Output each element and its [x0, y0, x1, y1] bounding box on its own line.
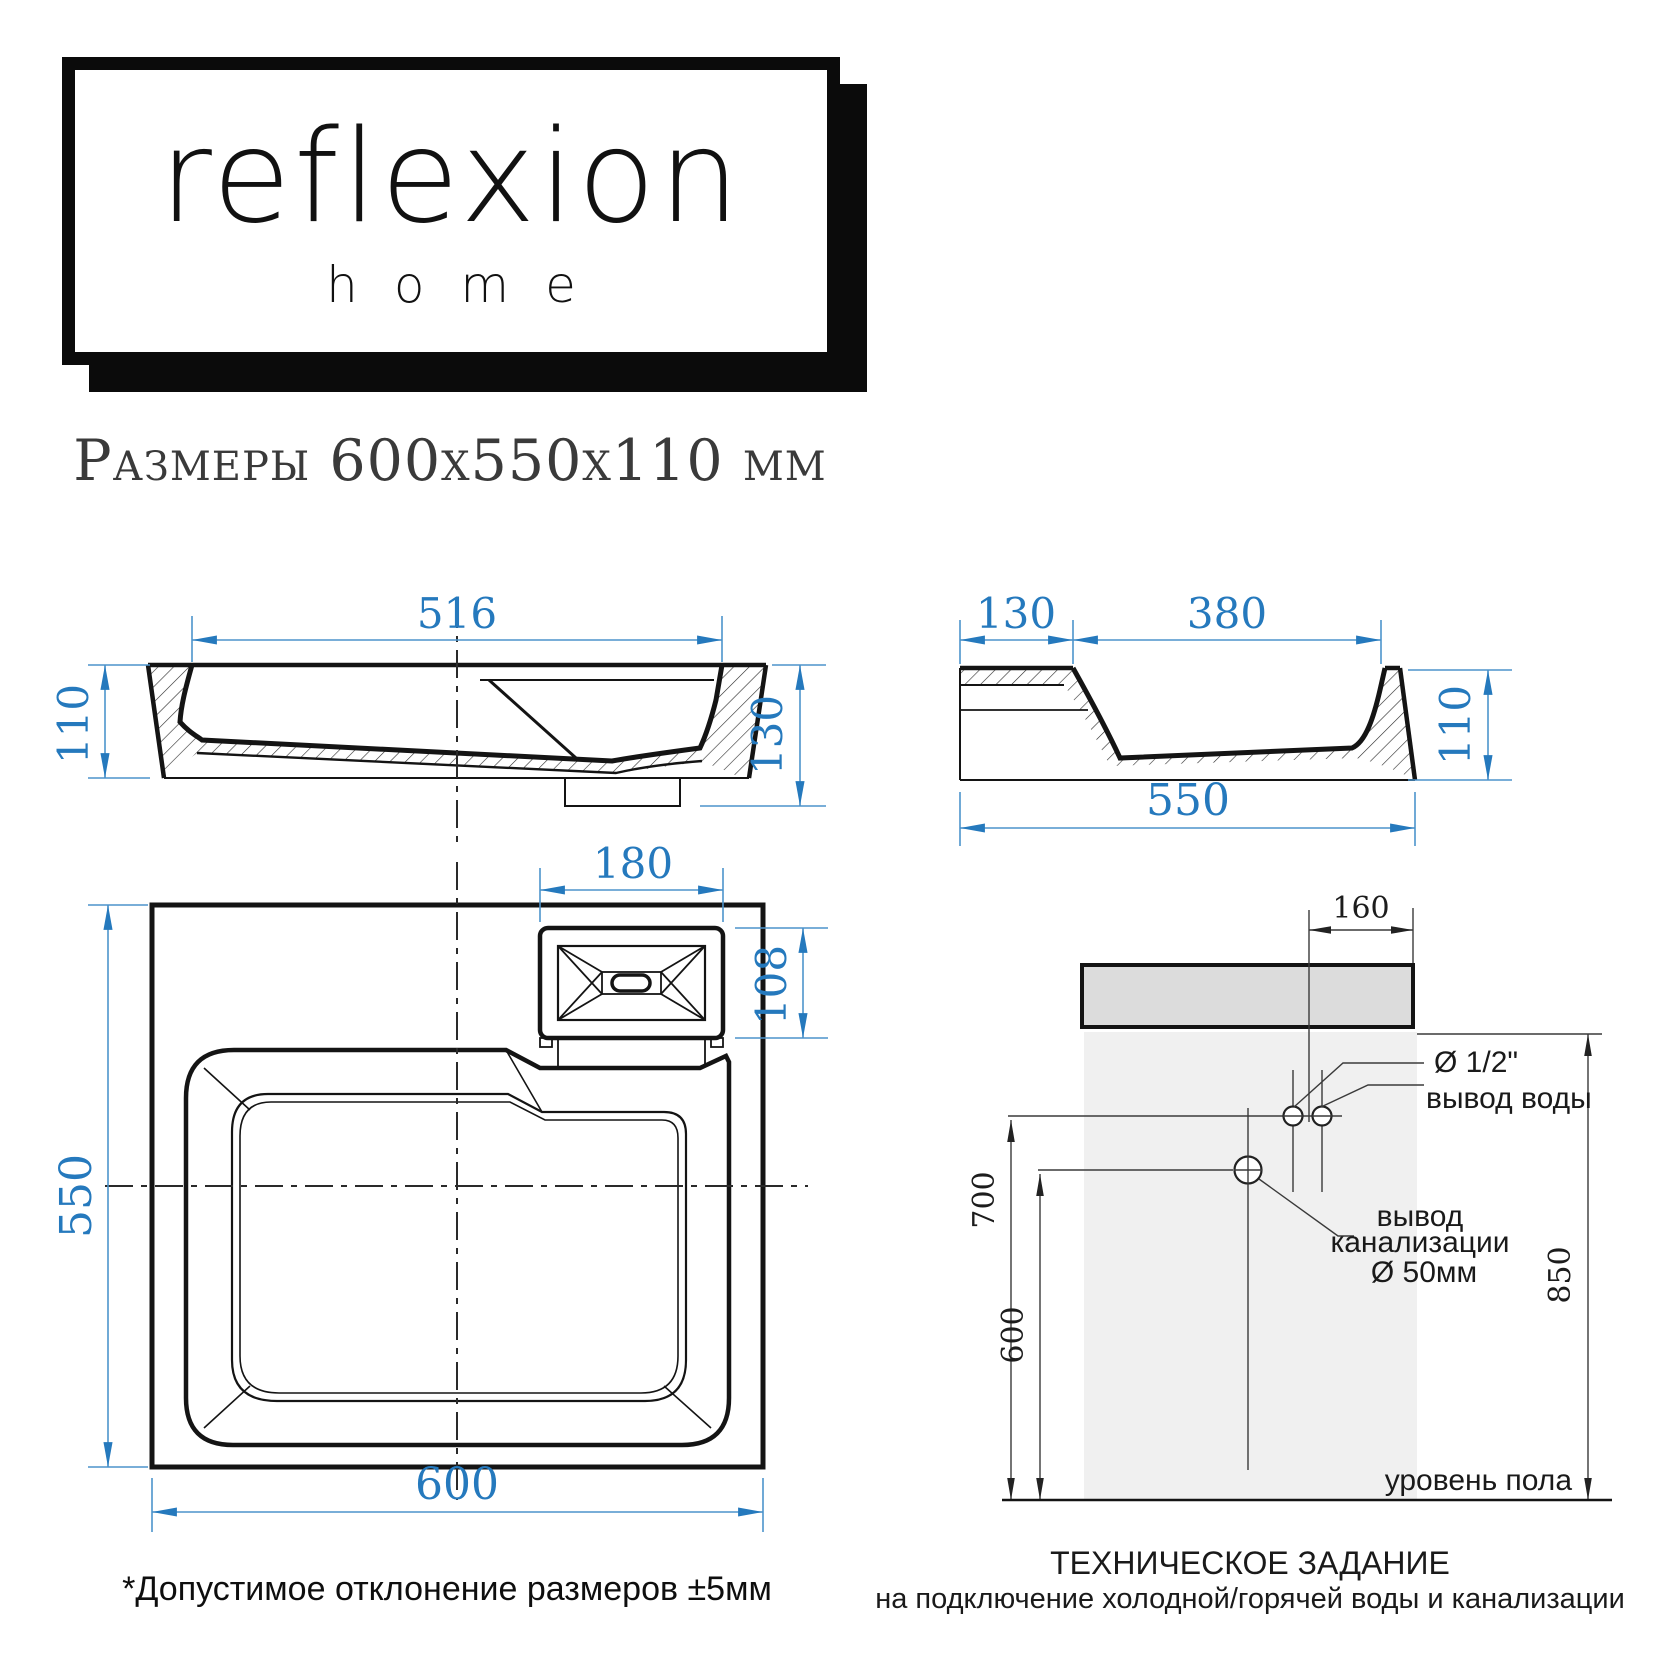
front-section-view [49, 589, 826, 845]
front-dim-left: 110 [49, 683, 98, 765]
front-dim-top: 516 [416, 589, 498, 638]
install-dim-offset: 160 [1332, 891, 1390, 926]
floor-level-label: уровень пола [1384, 1464, 1572, 1497]
drain-box [540, 928, 723, 1038]
top-dim-drain-w: 180 [592, 839, 674, 888]
installation-caption-2: на подключение холодной/горячей воды и канализации [875, 1583, 1625, 1615]
front-dim-right: 130 [743, 694, 792, 776]
drain-label-1: вывод [1376, 1200, 1464, 1233]
tolerance-note: *Допустимое отклонение размеров ±5мм [122, 1570, 772, 1608]
installation-diagram [875, 891, 1625, 1615]
brand-sub: home [326, 256, 612, 314]
top-view [51, 839, 828, 1532]
top-dim-bottom: 600 [415, 1459, 499, 1510]
install-dim-drain: 600 [996, 1306, 1031, 1364]
side-basin-surface [1073, 668, 1385, 758]
side-dim-height: 110 [1431, 684, 1480, 766]
top-dim-drain-h: 108 [747, 944, 796, 1026]
install-dim-water: 700 [967, 1171, 1002, 1229]
water-outlet-label: вывод воды [1426, 1082, 1592, 1115]
water-size-label: Ø 1/2" [1434, 1046, 1519, 1079]
installation-caption-1: ТЕХНИЧЕСКОЕ ЗАДАНИЕ [1050, 1545, 1450, 1581]
drain-label-2: канализации [1330, 1226, 1510, 1259]
install-dim-total: 850 [1543, 1246, 1578, 1304]
top-dim-left: 550 [51, 1154, 102, 1238]
page-title: Размеры 600х550х110 мм [73, 428, 827, 494]
side-dim-basin: 380 [1186, 589, 1268, 638]
front-drain-trap [565, 778, 680, 806]
side-dim-deck: 130 [975, 589, 1057, 638]
overflow-slot [612, 975, 650, 991]
sink-front-silhouette [1082, 965, 1413, 1027]
drain-size-label: Ø 50мм [1370, 1256, 1478, 1289]
side-section-view [960, 589, 1512, 846]
wall-zone [1084, 1032, 1417, 1500]
side-dim-bottom: 550 [1146, 775, 1230, 826]
brand-name: reflexion [159, 103, 743, 252]
